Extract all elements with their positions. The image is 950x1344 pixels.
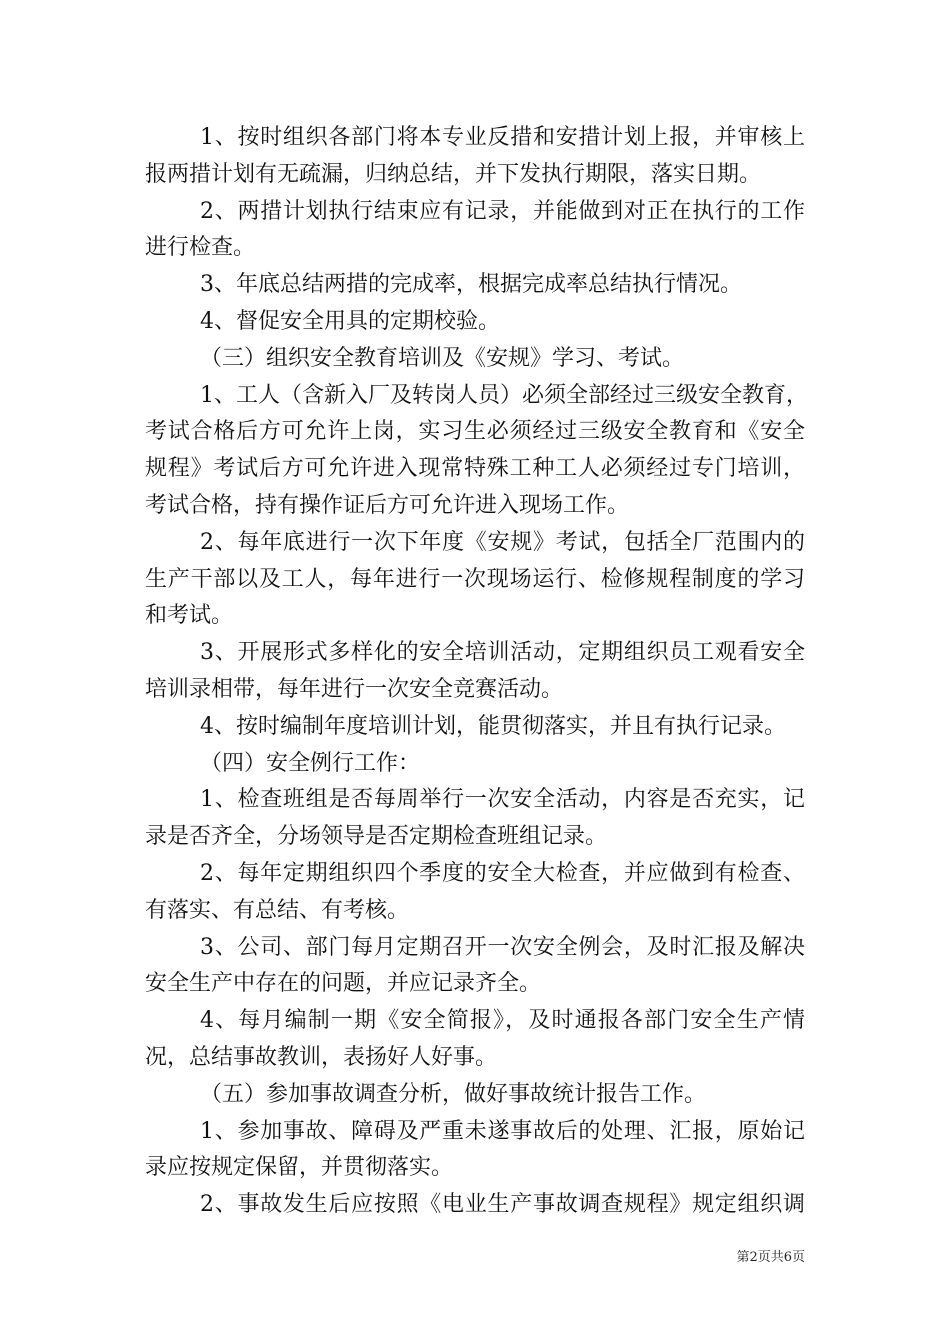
text-line: 4、每月编制一期《安全简报》，及时通报各部门安全生产情 (200, 1008, 805, 1034)
text-line: 2、每年定期组织四个季度的安全大检查，并应做到有检查、 (200, 860, 805, 886)
text-line: 1、按时组织各部门将本专业反措和安措计划上报，并审核上 (200, 125, 805, 150)
text-line: 录是否齐全，分场领导是否定期检查班组记录。 (145, 824, 608, 850)
text-line: 安全生产中存在的问题，并应记录齐全。 (145, 971, 542, 997)
text-line: 报两措计划有无疏漏，归纳总结，并下发执行期限，落实日期。 (145, 161, 762, 187)
text-line: 2、每年底进行一次下年度《安规》考试，包括全厂范围内的 (200, 529, 805, 555)
text-line: 规程》考试后方可允许进入现常特殊工种工人必须经过专门培训， (145, 456, 805, 482)
text-line: 生产干部以及工人，每年进行一次现场运行、检修规程制度的学习 (145, 566, 805, 592)
text-line: 4、督促安全用具的定期校验。 (200, 308, 500, 334)
text-line: 进行检查。 (145, 235, 256, 261)
text-line: 考试合格后方可允许上岗，实习生必须经过三级安全教育和《安全 (145, 419, 805, 445)
text-line: 和考试。 (145, 603, 234, 629)
text-line: 况，总结事故教训，表扬好人好事。 (145, 1044, 498, 1070)
text-line: 考试合格，持有操作证后方可允许进入现场工作。 (145, 492, 630, 518)
text-line: 4、按时编制年度培训计划，能贯彻落实，并且有执行记录。 (200, 713, 786, 739)
document-body (145, 120, 808, 1224)
text-line: （四）安全例行工作： (200, 750, 421, 776)
text-line: 3、公司、部门每月定期召开一次安全例会，及时汇报及解决 (200, 934, 805, 960)
text-line: 2、两措计划执行结束应有记录，并能做到对正在执行的工作 (200, 198, 805, 224)
text-line: 3、年底总结两措的完成率，根据完成率总结执行情况。 (200, 272, 742, 298)
text-line: （三）组织安全教育培训及《安规》学习、考试。 (200, 345, 685, 371)
text-line: 培训录相带，每年进行一次安全竞赛活动。 (145, 676, 564, 702)
text-line: 有落实、有总结、有考核。 (145, 897, 410, 923)
text-line: 3、开展形式多样化的安全培训活动，定期组织员工观看安全 (200, 640, 805, 666)
text-line: 1、工人（含新入厂及转岗人员）必须全部经过三级安全教育， (200, 382, 808, 408)
text-line: 录应按规定保留，并贯彻落实。 (145, 1155, 454, 1181)
text-line: 2、事故发生后应按照《电业生产事故调查规程》规定组织调 (200, 1192, 805, 1218)
text-line: 1、参加事故、障碍及严重未遂事故后的处理、汇报，原始记 (200, 1118, 805, 1144)
text-line: （五）参加事故调查分析，做好事故统计报告工作。 (200, 1081, 707, 1107)
text-line: 1、检查班组是否每周举行一次安全活动，内容是否充实，记 (200, 787, 805, 813)
page-number: 第2页共6页 (736, 1250, 805, 1265)
